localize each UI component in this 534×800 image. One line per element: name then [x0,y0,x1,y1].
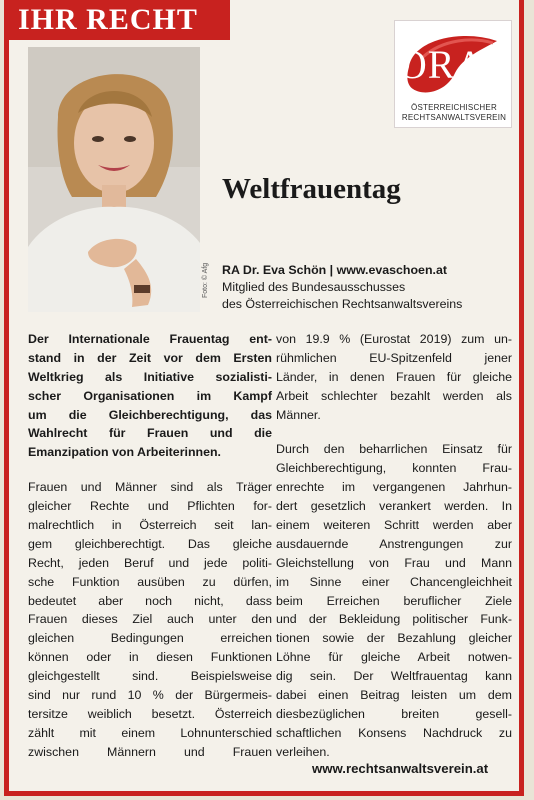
text-line: Frauen und Männer sind als Träger [28,480,272,495]
text-line: Länder, in denen Frauen für gleiche [276,369,512,384]
text-line: Der Internationale Frauentag ent- [28,332,272,346]
text-line: beim Erreichen beruflicher Ziele [276,593,512,608]
text-line: bedeutet aber noch nicht, dass [28,593,272,608]
article-headline: Weltfrauentag [222,173,401,205]
text-line: ausdauernde Anstrengungen zur [276,536,512,551]
text-line: stand in der Zeit vor dem Ersten [28,350,272,365]
text-line: diesbezüglichen breiten gesell- [276,706,512,721]
portrait-image [28,47,200,312]
author-name: RA Dr. Eva Schön [222,263,327,277]
text-line: gleichgestellt sind. Beispielsweise [28,669,272,684]
text-line: dert gesetzlich verankert werden. In [276,499,512,514]
text-line: gleichen Bedingungen erreichen [28,631,272,646]
text-line: schaftlichen Konsens Nachdruck zu [276,725,512,740]
author-portrait [28,47,200,312]
text-line: gem gleichberechtigt. Das gleiche [28,536,272,551]
text-line: Recht, jeden Beruf und jede politi- [28,555,272,570]
author-byline [222,262,462,313]
text-line: Weltkrieg als Initiative sozialisti- [28,369,272,384]
section-title: IHR RECHT [18,3,198,36]
text-line: Gleichberechtigung, konnten Frau- [276,461,512,476]
body-paragraph-2 [276,330,512,424]
text-line: Löhne für gleiche Arbeit notwen- [276,650,512,665]
text-line: tionen sowie der Bezahlung gleicher [276,631,512,646]
orav-logo [394,20,512,128]
text-line: Arbeit schlechter bezahlt werden als [276,388,512,403]
text-line: tersitze weiblich besetzt. Österreich [28,706,272,721]
text-line: enrechte im vergangenen Jahrhun- [276,480,512,495]
text-line: im Sinne einer Chancengleichheit [276,574,512,589]
text-line: von 19.9 % (Eurostat 2019) zum un- [276,332,512,346]
text-line: gleicher Rechte und Pflichten for- [28,499,272,514]
right-column [276,330,512,762]
text-line: Frauen dieses Ziel auch unter den [28,612,272,627]
photo-credit [202,288,209,298]
author-role-line-1: Mitglied des Bundesausschusses [222,280,406,294]
text-line: sche Funktion ausüben zu dürfen, [28,574,272,589]
text-line: zwischen Männern und Frauen [28,744,272,759]
body-paragraph-1 [28,478,272,761]
footer-website-link[interactable]: www.rechtsanwaltsverein.at [312,761,489,776]
lead-paragraph [28,330,272,462]
text-line: zählt mit einem Lohnunterschied [28,725,272,740]
text-line: Wahlrecht für Frauen und die [28,426,272,441]
author-website-link[interactable]: www.evaschoen.at [336,263,447,277]
text-line: sind nur rund 10 % der Bürgermeis- [28,688,272,703]
text-line: können oder in diesen Funktionen [28,650,272,665]
text-line: scher Organisationen im Kampf [28,388,272,403]
section-header [4,0,230,40]
text-line: rühmlichen EU-Spitzenfeld jener [276,350,512,365]
text-line: einem weiteren Schritt werden aber [276,518,512,533]
text-line: verleihen. [276,744,330,759]
text-line: und der Bekleidung politischer Funk- [276,612,512,627]
text-line: Gleichstellung von Frau und Mann [276,555,512,570]
byline-separator: | [326,263,337,277]
logo-subtitle: ÖSTERREICHISCHER RECHTSANWALTSVEREIN [401,103,507,122]
left-column [28,330,272,762]
text-line: Emanzipation von Arbeiterinnen. [28,445,221,460]
text-line: um die Gleichberechtigung, das [28,407,272,422]
text-line: Männer. [276,407,321,422]
text-line: malrechtlich in Österreich seit lan- [28,518,272,533]
text-line: dig sein. Der Weltfrauentag kann [276,669,512,684]
text-line: Durch den beharrlichen Einsatz für [276,442,512,457]
body-paragraph-3 [276,440,512,761]
text-line: dabei einen Beitrag leisten um dem [276,688,512,703]
author-role-line-2: des Österreichischen Rechtsanwaltsvereins [222,297,463,311]
logo-wordmark: ÖRAV [397,42,511,87]
